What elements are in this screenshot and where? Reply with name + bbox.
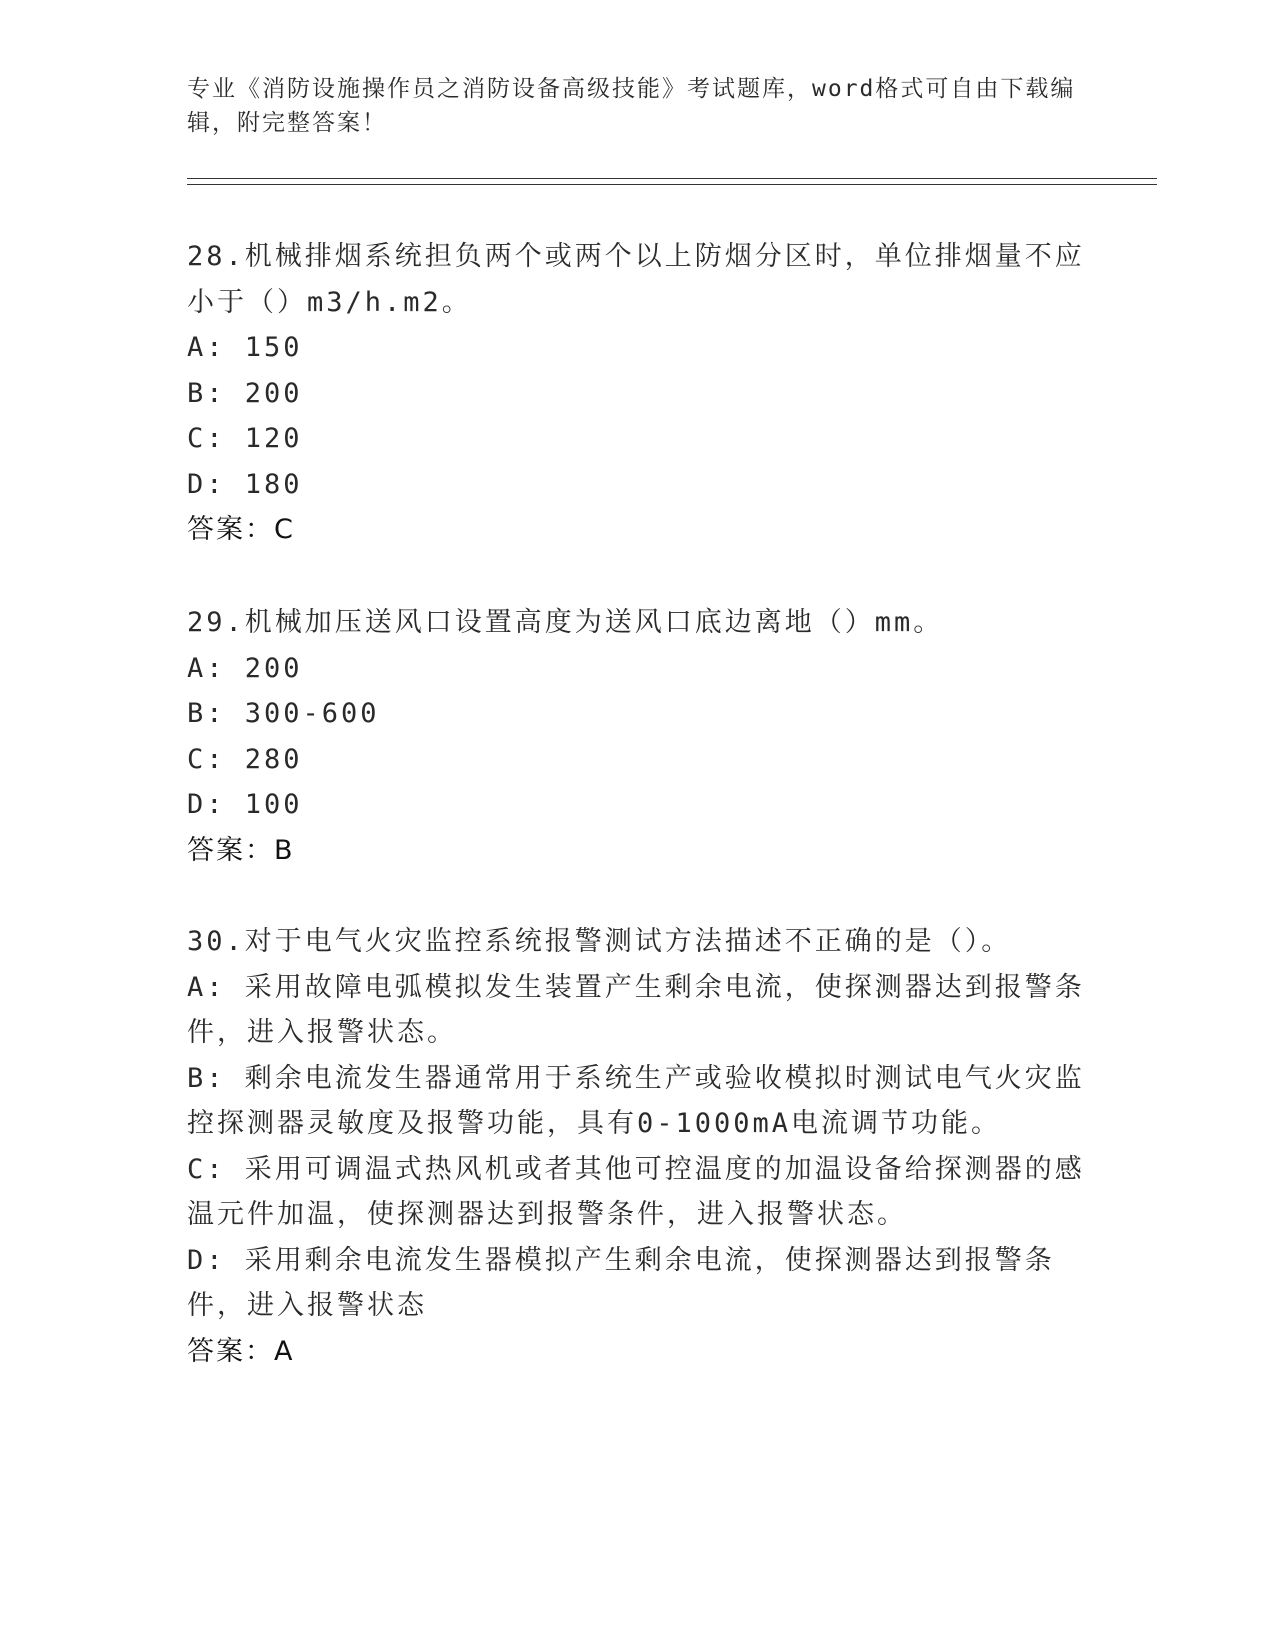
option-c: C: 采用可调温式热风机或者其他可控温度的加温设备给探测器的感温元件加温，使探测器达到报警条件，进入报警状态。 [187, 1153, 1085, 1230]
question-29 [187, 600, 1087, 873]
answer-line: 答案：C [187, 514, 295, 545]
header-divider-top [187, 178, 1157, 179]
header-intro-text: 专业《消防设施操作员之消防设备高级技能》考试题库，word格式可自由下载编辑，附完整答案！ [187, 76, 1076, 136]
question-stem: 28.机械排烟系统担负两个或两个以上防烟分区时，单位排烟量不应小于（）m3/h.m2。 [187, 241, 1085, 318]
option-b: B: 200 [187, 377, 303, 409]
option-a: A: 200 [187, 652, 303, 684]
header-divider-bottom [187, 184, 1157, 185]
option-b: B: 剩余电流发生器通常用于系统生产或验收模拟时测试电气火灾监控探测器灵敏度及报警功能，具有0-1000mA电流调节功能。 [187, 1062, 1085, 1139]
question-28 [187, 234, 1087, 553]
option-a: A: 150 [187, 332, 303, 363]
option-b: B: 300-600 [187, 698, 380, 729]
option-d: D: 采用剩余电流发生器模拟产生剩余电流，使探测器达到报警条件，进入报警状态 [187, 1244, 1055, 1321]
document-header [187, 72, 1087, 140]
option-c: C: 280 [187, 743, 303, 775]
question-stem: 30.对于电气火灾监控系统报警测试方法描述不正确的是（）。 [187, 926, 1012, 957]
option-a: A: 采用故障电弧模拟发生装置产生剩余电流，使探测器达到报警条件，进入报警状态。 [187, 971, 1085, 1048]
option-d: D: 100 [187, 789, 303, 820]
answer-line: 答案：A [187, 1335, 295, 1367]
answer-line: 答案：B [187, 834, 295, 866]
question-stem: 29.机械加压送风口设置高度为送风口底边离地（）mm。 [187, 607, 944, 638]
option-d: D: 180 [187, 468, 303, 500]
question-30 [187, 919, 1087, 1374]
option-c: C: 120 [187, 423, 303, 454]
